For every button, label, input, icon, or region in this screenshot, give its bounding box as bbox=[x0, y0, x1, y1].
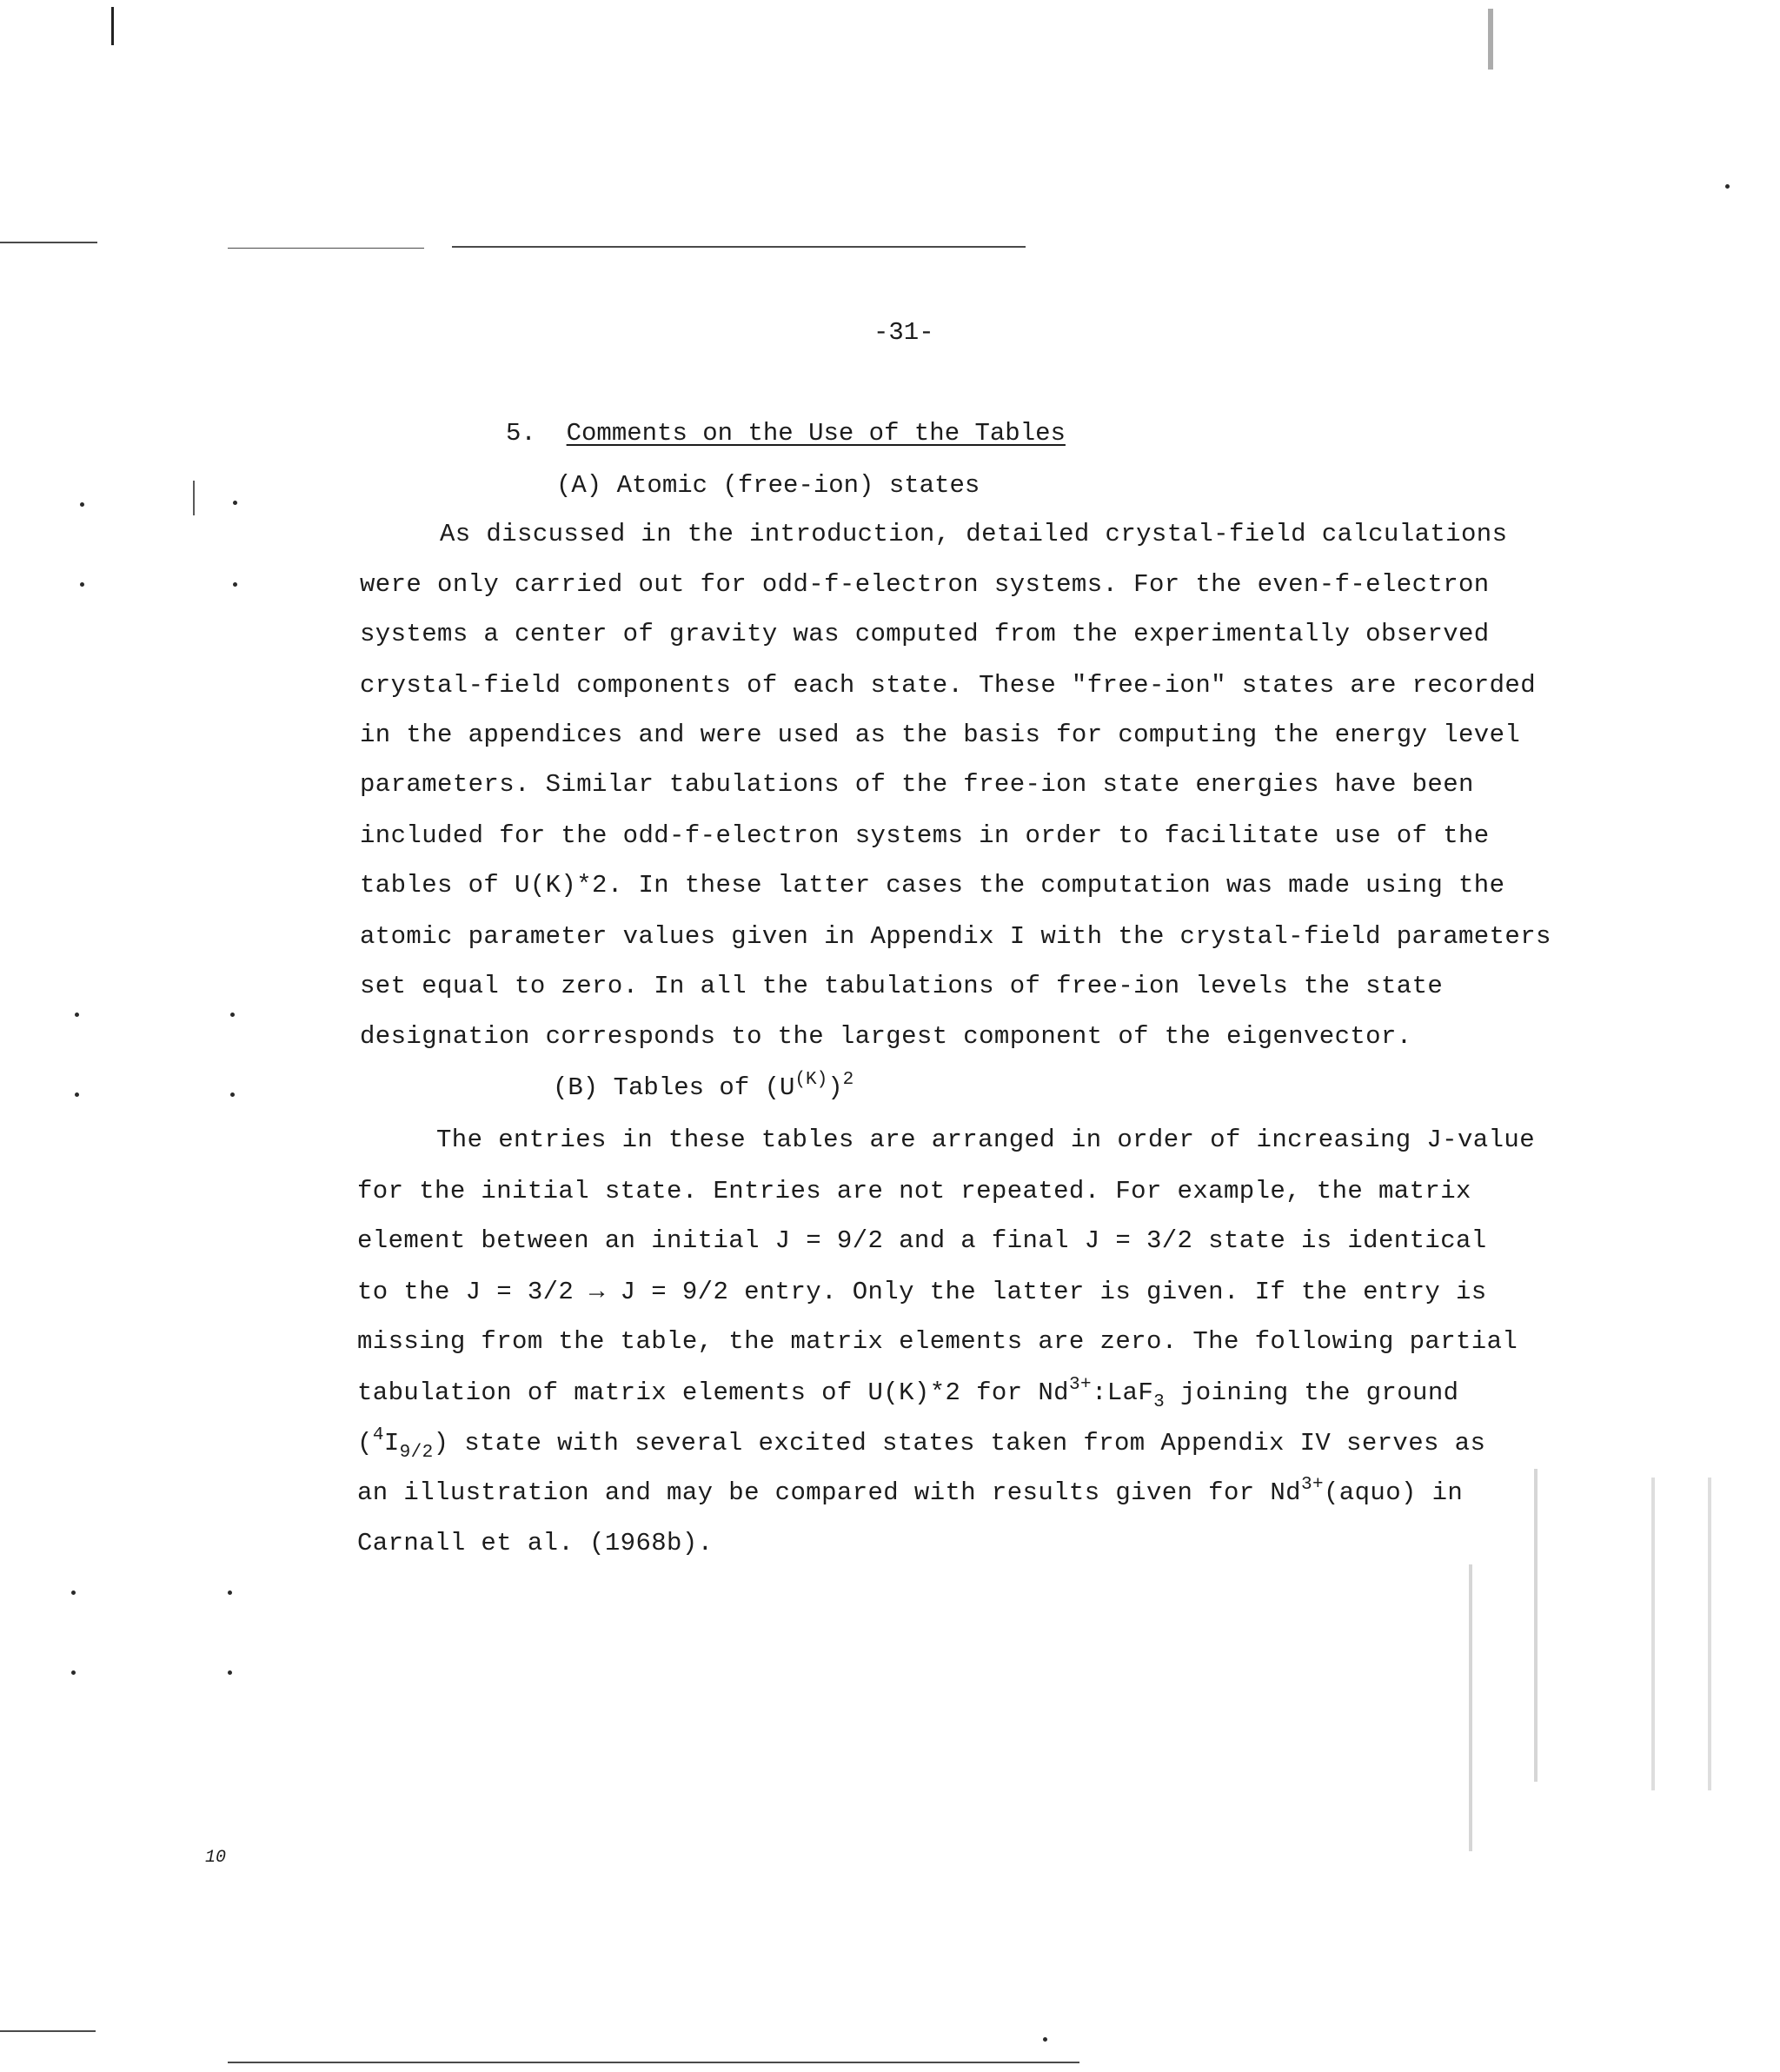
speck bbox=[1725, 184, 1730, 189]
speck bbox=[233, 582, 237, 587]
speck bbox=[233, 501, 237, 505]
speck bbox=[230, 1013, 235, 1017]
paragraph-line: in the appendices and were used as the basis for computing the energy level bbox=[360, 721, 1521, 749]
paragraph-line: $(^4I_{9/2})$ state with several excited states taken from Appendix IV serves as bbox=[357, 1425, 1486, 1463]
paragraph-line: element between an initial J = 9/2 and a final J = 3/2 state is identical bbox=[357, 1226, 1487, 1255]
subsection-a-label: (A) Atomic (free-ion) states bbox=[556, 471, 980, 500]
speck bbox=[1469, 1564, 1472, 1851]
bottom-rule bbox=[228, 2062, 1079, 2063]
speck bbox=[80, 502, 84, 507]
paragraph-line: designation corresponds to the largest component of the eigenvector. bbox=[360, 1022, 1412, 1051]
section-title: Comments on the Use of the Tables bbox=[566, 419, 1066, 448]
speck bbox=[230, 1092, 235, 1097]
section-heading bbox=[506, 419, 1066, 448]
paragraph-line: tabulation of matrix elements of U(K)*2 for $Nd^{3+}:LaF_3$ joining the ground bbox=[357, 1375, 1459, 1412]
paragraph-line: parameters. Similar tabulations of the free-ion state energies have been bbox=[360, 770, 1474, 799]
top-rule bbox=[452, 246, 1026, 248]
paragraph-line: The entries in these tables are arranged in order of increasing J-value bbox=[436, 1126, 1536, 1154]
speck bbox=[193, 481, 195, 515]
paragraph-line: for the initial state. Entries are not repeated. For example, the matrix bbox=[357, 1177, 1471, 1205]
speck bbox=[1488, 9, 1493, 70]
paragraph-line: tables of U(K)*2. In these latter cases the computation was made using the bbox=[360, 871, 1505, 900]
page-number: -31- bbox=[873, 318, 934, 347]
speck bbox=[228, 1670, 232, 1675]
paragraph-line: As discussed in the introduction, detailed crystal-field calculations bbox=[440, 520, 1508, 548]
speck bbox=[80, 582, 84, 587]
speck bbox=[1043, 2037, 1047, 2042]
paragraph-line: Carnall et al. (1968b). bbox=[357, 1529, 714, 1557]
section-number: 5. bbox=[506, 419, 536, 448]
bottom-rule bbox=[0, 2030, 96, 2032]
paragraph-line: set equal to zero. In all the tabulations of free-ion levels the state bbox=[360, 972, 1444, 1000]
margin-mark: 10 bbox=[205, 1848, 227, 1868]
speck bbox=[1708, 1478, 1711, 1790]
subsection-b-label: (B) Tables of $(U^{(K)})^2$ bbox=[553, 1070, 854, 1102]
speck bbox=[228, 1591, 232, 1595]
paragraph-line: atomic parameter values given in Appendix I with the crystal-field parameters bbox=[360, 922, 1551, 951]
speck bbox=[75, 1092, 79, 1097]
top-rule bbox=[228, 248, 424, 249]
speck bbox=[71, 1591, 76, 1595]
speck bbox=[71, 1670, 76, 1675]
speck bbox=[75, 1013, 79, 1017]
paragraph-line: were only carried out for odd-f-electron systems. For the even-f-electron bbox=[360, 570, 1490, 599]
paragraph-line: to the J = 3/2 → J = 9/2 entry. Only the latter is given. If the entry is bbox=[357, 1278, 1487, 1306]
speck bbox=[1651, 1478, 1655, 1790]
paragraph-line: missing from the table, the matrix elements are zero. The following partial bbox=[357, 1327, 1518, 1356]
left-edge-mark bbox=[111, 7, 114, 45]
paragraph-line: included for the odd-f-electron systems in order to facilitate use of the bbox=[360, 821, 1490, 850]
speck bbox=[1534, 1469, 1538, 1782]
paragraph-line: crystal-field components of each state. These "free-ion" states are recorded bbox=[360, 671, 1537, 700]
paragraph-line: systems a center of gravity was computed from the experimentally observed bbox=[360, 620, 1490, 648]
top-rule bbox=[0, 242, 97, 243]
paragraph-line: an illustration and may be compared with results given for $Nd^{3+}(aquo)$ in bbox=[357, 1475, 1464, 1507]
